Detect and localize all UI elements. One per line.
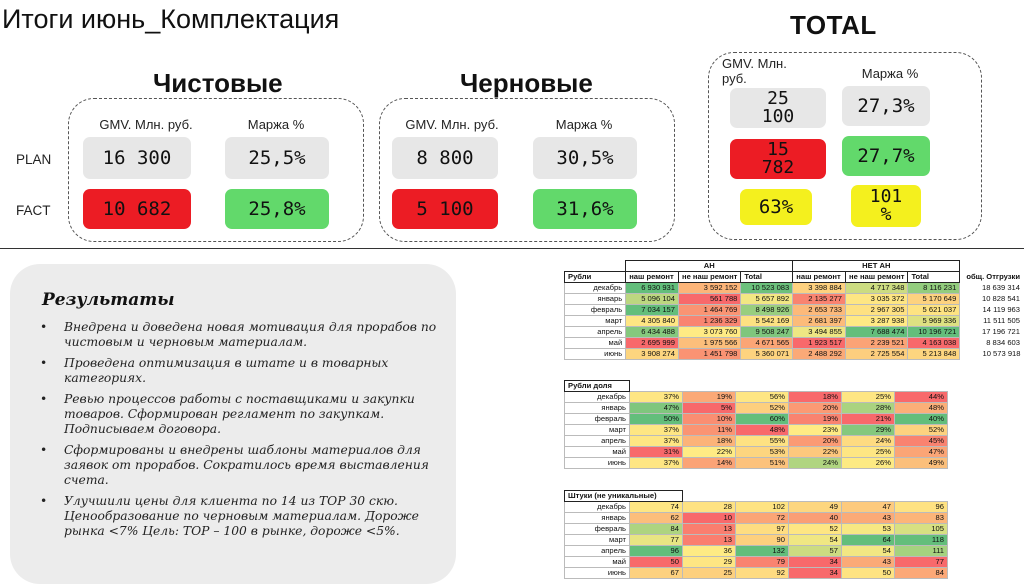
results-title: Результаты xyxy=(42,290,175,310)
results-item: • Внедрена и доведена новая мотивация для прорабов по чистовым и черновым материалам. xyxy=(40,320,440,350)
table-cell: 3 398 884 xyxy=(793,283,846,294)
row-name: апрель xyxy=(565,546,630,557)
section-divider xyxy=(0,248,1024,249)
row-name: февраль xyxy=(565,524,630,535)
table-cell: 55% xyxy=(736,436,789,447)
table-cell: 25% xyxy=(842,392,895,403)
table-cell: 24% xyxy=(842,436,895,447)
results-item: • Ревью процессов работы с поставщиками и закупки товаров. Сформирован регламент по закупкам. Подписываем договора. xyxy=(40,392,440,437)
table-row xyxy=(565,524,948,535)
table-cell: 19% xyxy=(683,392,736,403)
row-name: декабрь xyxy=(565,502,630,513)
table-cell: 60% xyxy=(736,414,789,425)
table-cell: 1 236 329 xyxy=(679,316,741,327)
table-cell: 1 975 566 xyxy=(679,338,741,349)
table-cell: 90 xyxy=(736,535,789,546)
row-name: май xyxy=(565,557,630,568)
table-row xyxy=(565,425,948,436)
table-cell: 72 xyxy=(736,513,789,524)
table-cell: 5 170 649 xyxy=(908,294,960,305)
table-cell: 22% xyxy=(789,447,842,458)
table-row xyxy=(565,349,1024,360)
table-cell: 2 695 999 xyxy=(626,338,679,349)
rubli-table xyxy=(564,260,1024,360)
table-cell: 29 xyxy=(683,557,736,568)
table-row xyxy=(565,327,1024,338)
table-cell: 111 xyxy=(895,546,948,557)
table-row xyxy=(565,403,948,414)
col-header: не наш ремонт xyxy=(679,272,741,283)
table-cell: 96 xyxy=(630,546,683,557)
table-cell: 44% xyxy=(895,392,948,403)
table-corner-rubli-dolya: Рубли доля xyxy=(565,381,630,392)
table-cell: 57 xyxy=(789,546,842,557)
table-cell: 20% xyxy=(789,436,842,447)
plan-row-label: PLAN xyxy=(16,152,52,167)
table-cell: 3 073 760 xyxy=(679,327,741,338)
table-cell: 18% xyxy=(683,436,736,447)
side-total-cell: 14 119 963 xyxy=(982,305,1020,314)
table-cell: 40% xyxy=(895,414,948,425)
fact-gmv-value: 10 682 xyxy=(83,189,191,229)
table-cell: 97 xyxy=(736,524,789,535)
table-cell: 102 xyxy=(736,502,789,513)
table-cell: 1 451 798 xyxy=(679,349,741,360)
table-cell: 5 969 336 xyxy=(908,316,960,327)
table-cell: 1 923 517 xyxy=(793,338,846,349)
row-name: июнь xyxy=(565,458,630,469)
table-cell: 40 xyxy=(789,513,842,524)
table-cell: 54 xyxy=(842,546,895,557)
table-cell: 50 xyxy=(842,568,895,579)
table-cell: 10% xyxy=(683,414,736,425)
col-header: наш ремонт xyxy=(793,272,846,283)
table-row xyxy=(565,535,948,546)
table-cell: 25% xyxy=(842,447,895,458)
table-cell: 21% xyxy=(842,414,895,425)
table-cell: 4 163 038 xyxy=(908,338,960,349)
table-row xyxy=(565,316,1024,327)
table-cell: 6 434 488 xyxy=(626,327,679,338)
table-row xyxy=(565,338,1024,349)
table-cell: 24% xyxy=(789,458,842,469)
table-cell: 36 xyxy=(683,546,736,557)
total-fact-gmv: 15 782 xyxy=(730,139,826,179)
group-net-an-header: НЕТ АН xyxy=(793,261,960,272)
margin-label: Маржа % xyxy=(247,117,305,132)
table-cell: 5 621 037 xyxy=(908,305,960,316)
table-cell: 3 035 372 xyxy=(846,294,908,305)
table-cell: 2 653 733 xyxy=(793,305,846,316)
row-name: март xyxy=(565,316,626,327)
table-cell: 84 xyxy=(630,524,683,535)
table-cell: 74 xyxy=(630,502,683,513)
table-cell: 8 498 926 xyxy=(741,305,793,316)
table-cell: 29% xyxy=(842,425,895,436)
col-header: не наш ремонт xyxy=(846,272,908,283)
table-cell: 83 xyxy=(895,513,948,524)
table-cell: 7 688 474 xyxy=(846,327,908,338)
table-cell: 4 717 348 xyxy=(846,283,908,294)
table-cell: 4 305 840 xyxy=(626,316,679,327)
table-cell: 5 096 104 xyxy=(626,294,679,305)
row-name: март xyxy=(565,535,630,546)
side-total-cell: 10 828 541 xyxy=(981,294,1020,303)
table-cell: 6 930 931 xyxy=(626,283,679,294)
side-col-header: общ. Отгрузки xyxy=(960,272,1024,283)
rubli-share-table xyxy=(564,380,948,469)
table-corner-shtuki: Штуки (не уникальные) xyxy=(565,491,683,502)
row-name: май xyxy=(565,447,630,458)
table-cell: 62 xyxy=(630,513,683,524)
row-name: апрель xyxy=(565,327,626,338)
table-cell: 67 xyxy=(630,568,683,579)
section-title-chernovye: Черновые xyxy=(460,68,593,98)
plan-margin-value: 25,5% xyxy=(225,137,329,179)
table-cell: 2 725 554 xyxy=(846,349,908,360)
table-cell: 3 908 274 xyxy=(626,349,679,360)
table-cell: 28% xyxy=(842,403,895,414)
total-title: TOTAL xyxy=(790,10,877,40)
row-name: апрель xyxy=(565,436,630,447)
table-cell: 5 657 892 xyxy=(741,294,793,305)
table-cell: 64 xyxy=(842,535,895,546)
table-cell: 19% xyxy=(789,414,842,425)
table-cell: 28 xyxy=(683,502,736,513)
table-row xyxy=(565,436,948,447)
table-cell: 96 xyxy=(895,502,948,513)
table-cell: 56% xyxy=(736,392,789,403)
row-name: январь xyxy=(565,294,626,305)
table-row xyxy=(565,458,948,469)
table-cell: 3 287 938 xyxy=(846,316,908,327)
table-cell: 8 116 231 xyxy=(908,283,960,294)
col-header: Total xyxy=(908,272,960,283)
fact-margin-value: 31,6% xyxy=(533,189,637,229)
total-margin-label: Маржа % xyxy=(861,66,919,81)
table-cell: 1 464 769 xyxy=(679,305,741,316)
table-cell: 52 xyxy=(789,524,842,535)
table-cell: 5 542 169 xyxy=(741,316,793,327)
table-row xyxy=(565,513,948,524)
table-cell: 4 671 565 xyxy=(741,338,793,349)
table-cell: 5 360 071 xyxy=(741,349,793,360)
row-name: июнь xyxy=(565,568,630,579)
table-cell: 48% xyxy=(895,403,948,414)
table-cell: 49 xyxy=(789,502,842,513)
gmv-label: GMV. Млн. руб. xyxy=(405,117,499,132)
table-cell: 23% xyxy=(789,425,842,436)
table-cell: 37% xyxy=(630,436,683,447)
row-name: декабрь xyxy=(565,392,630,403)
table-cell: 77 xyxy=(895,557,948,568)
row-name: февраль xyxy=(565,305,626,316)
table-cell: 10 196 721 xyxy=(908,327,960,338)
total-gmv-percent: 63% xyxy=(740,189,812,225)
col-header: Total xyxy=(741,272,793,283)
side-total-cell: 10 573 918 xyxy=(982,349,1021,358)
total-margin-percent: 101 % xyxy=(851,185,921,227)
plan-gmv-value: 16 300 xyxy=(83,137,191,179)
units-table xyxy=(564,490,948,579)
table-cell: 52% xyxy=(736,403,789,414)
results-item: • Сформированы и внедрены шаблоны материалов для заявок от прорабов. Сократилось время выставления счета. xyxy=(40,443,440,488)
table-cell: 79 xyxy=(736,557,789,568)
table-cell: 2 681 397 xyxy=(793,316,846,327)
total-gmv-label: GMV. Млн. руб. xyxy=(722,56,787,86)
total-plan-margin: 27,3% xyxy=(842,86,930,126)
table-cell: 2 239 521 xyxy=(846,338,908,349)
table-cell: 561 788 xyxy=(679,294,741,305)
row-name: июнь xyxy=(565,349,626,360)
table-cell: 34 xyxy=(789,568,842,579)
total-plan-gmv: 25 100 xyxy=(730,88,826,128)
results-item: • Проведена оптимизация в штате и в товарных категориях. xyxy=(40,356,440,386)
table-cell: 50% xyxy=(630,414,683,425)
table-cell: 43 xyxy=(842,513,895,524)
table-cell: 49% xyxy=(895,458,948,469)
table-cell: 26% xyxy=(842,458,895,469)
table-row xyxy=(565,305,1024,316)
table-cell: 47 xyxy=(842,502,895,513)
table-row xyxy=(565,283,1024,294)
table-cell: 43 xyxy=(842,557,895,568)
section-title-chistovye: Чистовые xyxy=(153,68,283,98)
row-name: январь xyxy=(565,513,630,524)
table-cell: 45% xyxy=(895,436,948,447)
table-cell: 5 213 848 xyxy=(908,349,960,360)
table-cell: 31% xyxy=(630,447,683,458)
table-row xyxy=(565,294,1024,305)
gmv-label: GMV. Млн. руб. xyxy=(99,117,193,132)
side-total-cell: 18 639 314 xyxy=(981,283,1020,292)
table-row xyxy=(565,392,948,403)
table-cell: 92 xyxy=(736,568,789,579)
table-cell: 20% xyxy=(789,403,842,414)
table-cell: 3 592 152 xyxy=(679,283,741,294)
table-cell: 22% xyxy=(683,447,736,458)
table-row xyxy=(565,546,948,557)
col-header: наш ремонт xyxy=(626,272,679,283)
page-title: Итоги июнь_Комплектация xyxy=(2,4,340,34)
table-cell: 132 xyxy=(736,546,789,557)
table-cell: 50 xyxy=(630,557,683,568)
row-name: февраль xyxy=(565,414,630,425)
table-cell: 52% xyxy=(895,425,948,436)
table-cell: 10 xyxy=(683,513,736,524)
table-row xyxy=(565,414,948,425)
table-cell: 14% xyxy=(683,458,736,469)
table-row xyxy=(565,568,948,579)
table-cell: 37% xyxy=(630,392,683,403)
group-an-header: АН xyxy=(626,261,793,272)
table-cell: 84 xyxy=(895,568,948,579)
table-cell: 9 508 247 xyxy=(741,327,793,338)
side-total-cell: 8 834 603 xyxy=(986,338,1020,347)
plan-margin-value: 30,5% xyxy=(533,137,637,179)
results-list xyxy=(40,320,440,545)
plan-gmv-value: 8 800 xyxy=(392,137,498,179)
margin-label: Маржа % xyxy=(555,117,613,132)
table-cell: 118 xyxy=(895,535,948,546)
fact-gmv-value: 5 100 xyxy=(392,189,498,229)
table-corner-rubli: Рубли xyxy=(565,272,626,283)
table-cell: 7 034 157 xyxy=(626,305,679,316)
side-total-cell: 11 511 505 xyxy=(983,316,1020,325)
table-cell: 47% xyxy=(630,403,683,414)
table-cell: 13 xyxy=(683,535,736,546)
results-item: • Улучшили цены для клиента по 14 из TOP 30 скю. Ценообразование по черновым материалам. Дороже рынка <7% Цель: TOP – 100 в рынке, дороже <5%. xyxy=(40,494,440,539)
side-total-cell: 17 196 721 xyxy=(981,327,1020,336)
row-name: май xyxy=(565,338,626,349)
table-cell: 13 xyxy=(683,524,736,535)
table-cell: 37% xyxy=(630,425,683,436)
table-cell: 34 xyxy=(789,557,842,568)
table-cell: 10 523 083 xyxy=(741,283,793,294)
table-cell: 2 488 292 xyxy=(793,349,846,360)
total-fact-margin: 27,7% xyxy=(842,136,930,176)
table-cell: 2 135 277 xyxy=(793,294,846,305)
row-name: декабрь xyxy=(565,283,626,294)
table-row xyxy=(565,502,948,513)
table-row xyxy=(565,557,948,568)
table-cell: 47% xyxy=(895,447,948,458)
row-name: март xyxy=(565,425,630,436)
table-cell: 105 xyxy=(895,524,948,535)
table-cell: 5% xyxy=(683,403,736,414)
table-cell: 51% xyxy=(736,458,789,469)
table-cell: 53% xyxy=(736,447,789,458)
fact-margin-value: 25,8% xyxy=(225,189,329,229)
table-cell: 25 xyxy=(683,568,736,579)
table-cell: 37% xyxy=(630,458,683,469)
row-name: январь xyxy=(565,403,630,414)
table-cell: 54 xyxy=(789,535,842,546)
table-cell: 48% xyxy=(736,425,789,436)
table-cell: 2 967 305 xyxy=(846,305,908,316)
fact-row-label: FACT xyxy=(16,203,51,218)
table-cell: 3 494 855 xyxy=(793,327,846,338)
table-cell: 53 xyxy=(842,524,895,535)
table-row xyxy=(565,447,948,458)
table-cell: 77 xyxy=(630,535,683,546)
table-cell: 18% xyxy=(789,392,842,403)
table-cell: 11% xyxy=(683,425,736,436)
